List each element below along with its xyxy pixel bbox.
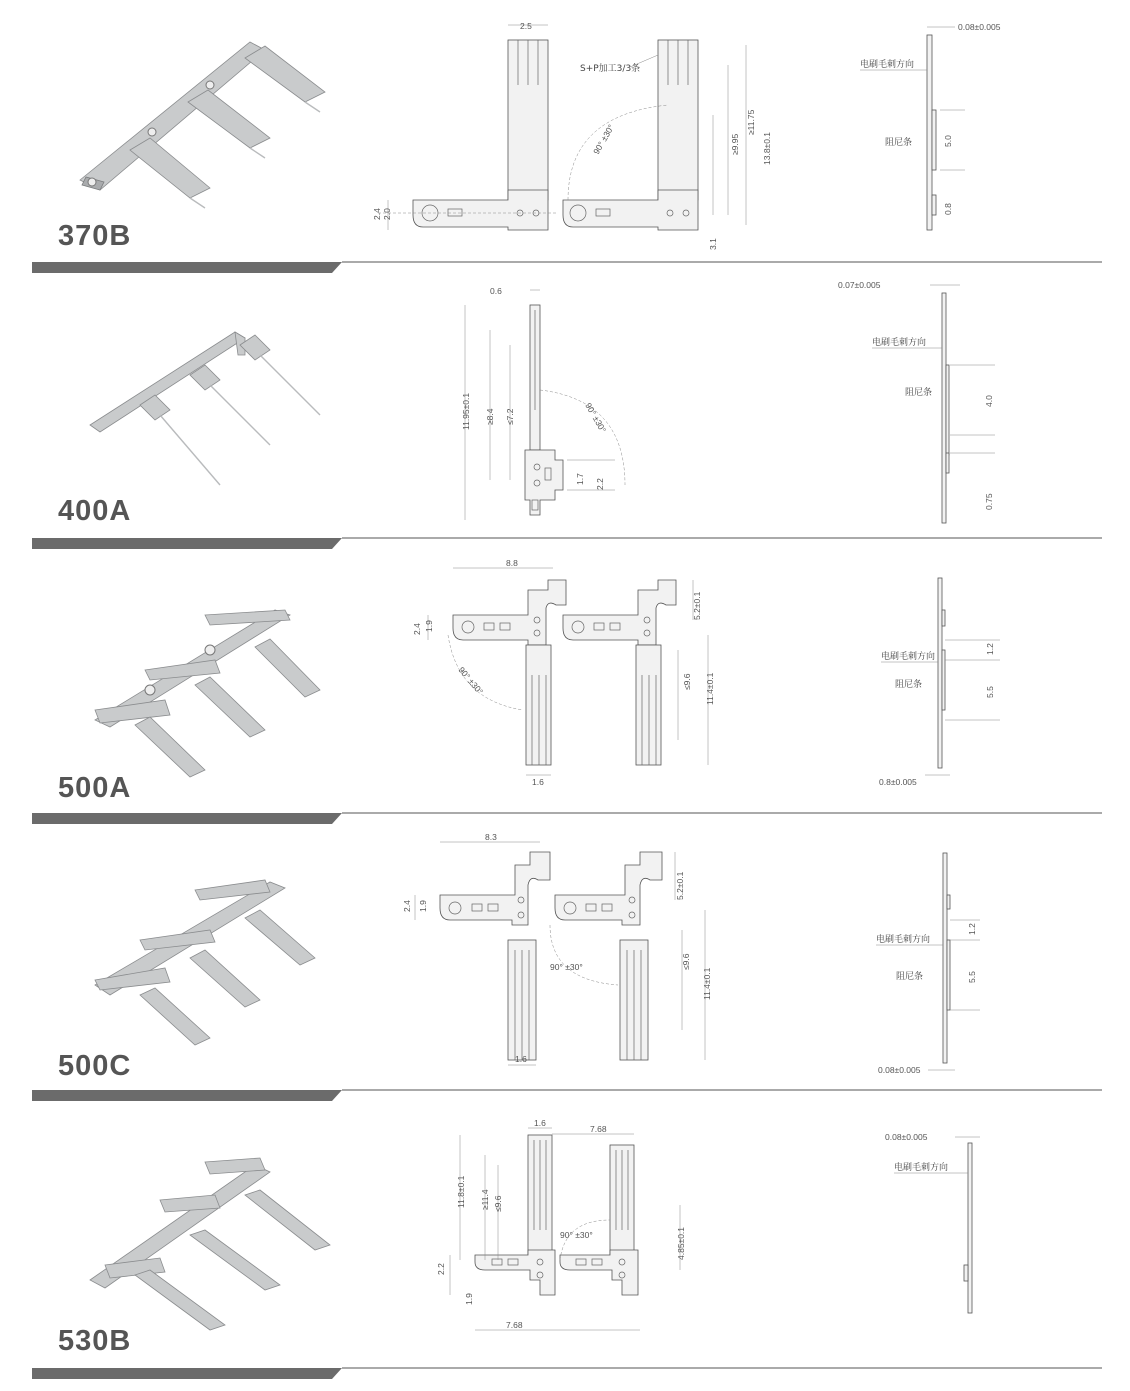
dim-small2: 2.2: [595, 478, 605, 490]
product-photo-370b: [70, 30, 340, 210]
dim-bottom: 7.68: [506, 1320, 523, 1330]
dim-small1: 1.7: [575, 473, 585, 485]
drawing-front-530b: [430, 1120, 700, 1350]
model-label: 530B: [58, 1325, 132, 1357]
damper-label: 阻尼条: [896, 972, 924, 982]
dim-left2: 1.9: [464, 1293, 474, 1305]
dim-left2: 1.9: [418, 900, 428, 912]
brush-direction: 电刷毛刺方向: [881, 652, 936, 662]
dim-h1: ≥8.4: [485, 408, 495, 425]
dim-left1: 2.2: [436, 1263, 446, 1275]
dim-r1: 5.2±0.1: [692, 591, 702, 620]
dim-thickness: 0.07±0.005: [838, 280, 881, 290]
dim-angle: 90° ±30°: [591, 122, 617, 156]
dim-h2: ≥11.4: [480, 1189, 490, 1210]
model-label: 370B: [58, 220, 132, 252]
dim-h2: 13.8±0.1: [762, 131, 772, 165]
product-photo-400a: [80, 320, 340, 500]
dim-right: 4.85±0.1: [676, 1226, 686, 1260]
section-divider: [32, 1365, 1102, 1379]
damper-label: 阻尼条: [885, 138, 913, 148]
dim-width: 0.6: [490, 286, 502, 296]
dim-side1: 4.0: [984, 395, 994, 407]
dim-h3: ≥9.95: [730, 133, 740, 155]
dim-h2: ≤7.2: [505, 408, 515, 425]
dim-r3: 11.4±0.1: [705, 672, 715, 705]
dim-side2: 0.8: [943, 203, 953, 215]
dim-left1: 2.4: [412, 623, 422, 635]
model-label: 500A: [58, 772, 132, 804]
drawing-front-500c: [400, 830, 730, 1070]
dim-side2: 5.5: [985, 686, 995, 698]
dim-r2: ≤9.6: [682, 673, 692, 690]
dim-r1: 5.2±0.1: [675, 871, 685, 900]
dim-bottom: 1.6: [532, 777, 544, 787]
dim-angle: 90° ±30°: [560, 1230, 593, 1240]
product-photo-530b: [80, 1140, 340, 1340]
dim-h1: ≥11.75: [746, 109, 756, 135]
drawing-front-500a: [408, 560, 738, 790]
dim-top2: 7.68: [590, 1124, 607, 1134]
dim-r3: 11.4±0.1: [702, 967, 712, 1000]
dim-width: 8.8: [506, 558, 518, 568]
dim-h1: 11.8±0.1: [456, 1175, 466, 1208]
brush-direction: 电刷毛刺方向: [860, 60, 915, 70]
dim-bottom: 3.1: [708, 238, 718, 250]
dim-thickness: 0.08±0.005: [878, 1065, 921, 1075]
drawing-side-500c: [870, 845, 1050, 1080]
section-divider: [32, 810, 1102, 824]
dim-bottom: 1.6: [515, 1054, 527, 1064]
brush-direction: 电刷毛刺方向: [876, 935, 931, 945]
dim-width: 8.3: [485, 832, 497, 842]
model-label: 500C: [58, 1050, 132, 1082]
section-divider: [32, 259, 1102, 273]
dim-r2: ≤9.6: [681, 953, 691, 970]
dim-thickness: 0.8±0.005: [879, 777, 917, 787]
section-400a: [0, 275, 1130, 550]
dim-width: 2.5: [520, 21, 532, 31]
brush-direction: 电刷毛刺方向: [872, 338, 927, 348]
dim-side1: 5.0: [943, 135, 953, 147]
process-note: S+P加工3/3条: [580, 64, 641, 74]
section-500a: [0, 550, 1130, 825]
dim-left1: 2.4: [402, 900, 412, 912]
brush-direction: 电刷毛刺方向: [894, 1163, 949, 1173]
drawing-side-530b: [880, 1125, 1050, 1325]
dim-side2: 5.5: [967, 971, 977, 983]
dim-thickness: 0.08±0.005: [958, 22, 1001, 32]
dim-top1: 1.6: [534, 1118, 546, 1128]
product-photo-500c: [85, 870, 335, 1060]
section-370b: [0, 0, 1130, 275]
drawing-front-400a: [455, 280, 655, 530]
section-530b: [0, 1100, 1130, 1391]
dim-left2: 1.9: [424, 620, 434, 632]
dim-side1: 1.2: [967, 923, 977, 935]
drawing-side-500a: [865, 570, 1045, 800]
section-divider: [32, 1087, 1102, 1101]
dim-side1: 1.2: [985, 643, 995, 655]
section-divider: [32, 535, 1102, 549]
drawing-side-370b: [855, 15, 1055, 235]
dim-left1: 2.4: [372, 208, 382, 220]
dim-angle: 90° ±30°: [583, 401, 609, 435]
dim-angle: 90° ±30°: [550, 962, 583, 972]
dim-angle: 90° ±30°: [456, 664, 486, 697]
dim-thickness: 0.08±0.005: [885, 1132, 928, 1142]
drawing-side-400a: [830, 275, 1050, 535]
dim-h-total: 11.95±0.1: [461, 392, 471, 430]
section-500c: [0, 825, 1130, 1100]
model-label: 400A: [58, 495, 132, 527]
drawing-front-370b: [368, 15, 778, 255]
dim-h3: ≤9.6: [493, 1195, 503, 1212]
damper-label: 阻尼条: [895, 680, 923, 690]
damper-label: 阻尼条: [905, 388, 933, 398]
product-photo-500a: [85, 595, 335, 785]
dim-side2: 0.75: [984, 493, 994, 510]
dim-left2: 2.0: [382, 208, 392, 220]
